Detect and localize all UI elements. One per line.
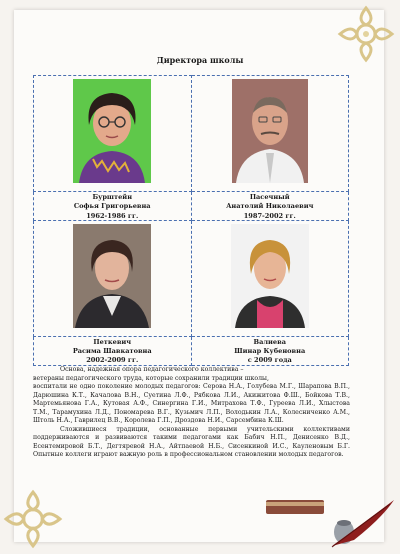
book-and-quill-icon [262, 494, 398, 552]
director-surname: Петкевич [93, 337, 132, 346]
director-years: 2002-2009 гг. [86, 356, 139, 365]
director-portrait-burshtein [73, 79, 151, 183]
director-surname: Валиева [253, 337, 286, 346]
paragraph-1-line-2: ветераны педагогического труда, которые сохранили традиции школы, [33, 374, 269, 382]
photo-cell-3 [34, 220, 192, 336]
director-name: Анатолий Николаевич [226, 202, 314, 211]
director-years: 1987-2002 гг. [243, 211, 296, 220]
paragraph-1-rest: воспитали не одно поколение молодых педагогов: Серова Н.А., Голубева М.Г., Шарапова В.П., Дарюшина К.Т., Качалова В.Н., Суетина Л.Ф., Рябкова Л.И., Акижитова Ф.Ш., Бойкова Т.В., Мартемьянова Г.А., Кутовая А.Ф., Синергина Г.И., Митрахова Т.Ф., Гуреева Л.И., Хлыстова Т.М., Тарамухина Л.Д., Пономарева В.Г., Кузьмич Л.П., Володькин Л.А., Колесниченко А.М., Штоль Н.А., Гаврилец В.В., Королева Г.П., Дроздова Н.И., Сарсембина К.Ш. [33, 383, 350, 425]
paragraph-1-line-1: Основа, надежная опора педагогического коллектива – [60, 366, 244, 373]
paragraph-2: Сложившиеся традиции, основанные первыми учительскими коллективами поддерживаются и развиваются такими педагогами как Бабич Н.П., Денисенко В.Д., Есентемировой Б.Т., Дегтяревой Н.А., Айтпаевой Н.Б., Сисенкиной И.С., Кауленовым Б.Г. Опытные коллеги играют важную роль в профессиональном становлении молодых педагогов. [33, 425, 350, 459]
director-surname: Пасечный [249, 193, 290, 201]
photo-cell-4 [191, 220, 349, 336]
director-years: с 2009 года [247, 356, 292, 365]
director-portrait-pasechny [232, 79, 308, 183]
director-portrait-valieva [231, 224, 309, 328]
body-text [33, 366, 350, 460]
caption-cell-2 [191, 192, 349, 221]
directors-grid [33, 75, 349, 366]
director-surname: Бурштейн [92, 193, 133, 201]
director-years: 1962-1986 гг. [86, 211, 139, 220]
ornament-bottom-left-icon [2, 488, 64, 550]
director-name: Софья Григорьевна [73, 202, 151, 211]
director-name: Шинар Кубеновна [234, 347, 306, 356]
caption-cell-4 [191, 336, 349, 365]
director-name: Расима Шавкатовна [72, 347, 152, 356]
caption-cell-1 [34, 192, 192, 221]
photo-cell-1 [34, 76, 192, 192]
caption-cell-3 [34, 336, 192, 365]
page-title: Директора школы [156, 55, 244, 65]
photo-cell-2 [191, 76, 349, 192]
director-portrait-petkevich [73, 224, 151, 328]
